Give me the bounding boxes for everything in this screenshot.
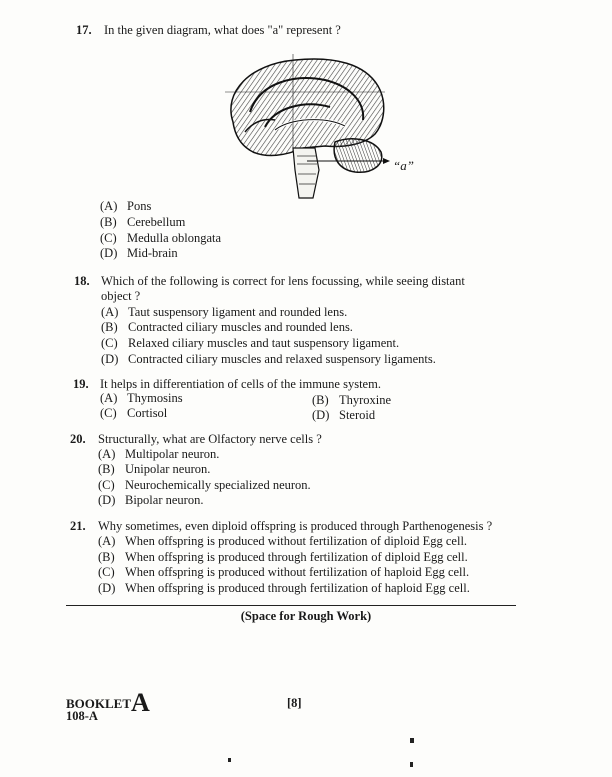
q17-text: In the given diagram, what does "a" represent ? xyxy=(104,23,341,37)
q19-number: 19. xyxy=(73,377,89,391)
section-divider xyxy=(66,605,516,606)
print-mark xyxy=(410,762,413,767)
rough-work-label: (Space for Rough Work) xyxy=(240,609,372,623)
q21-option-b: (B) When offspring is produced through fertilization of diploid Egg cell. xyxy=(98,550,468,564)
q19-option-c: (C) Cortisol xyxy=(100,406,168,420)
q18-option-c: (C) Relaxed ciliary muscles and taut suspensory ligament. xyxy=(101,336,400,350)
q18-option-d: (D) Contracted ciliary muscles and relaxed suspensory ligaments. xyxy=(101,352,436,366)
print-mark xyxy=(410,738,414,743)
q21-number: 21. xyxy=(70,519,86,533)
q20-option-c: (C) Neurochemically specialized neuron. xyxy=(98,478,311,492)
q21-text: Why sometimes, even diploid offspring is produced through Parthenogenesis ? xyxy=(98,519,493,533)
q19-option-d: (D) Steroid xyxy=(312,408,376,422)
q17-number: 17. xyxy=(76,23,92,37)
label-a: “a” xyxy=(393,158,414,173)
q18-text-line2: object ? xyxy=(101,289,141,303)
page-number: [8] xyxy=(287,696,302,710)
print-mark xyxy=(228,758,231,762)
q20-number: 20. xyxy=(70,432,86,446)
q19-text: It helps in differentiation of cells of the immune system. xyxy=(100,377,381,391)
q18-number: 18. xyxy=(74,274,90,288)
q18-option-b: (B) Contracted ciliary muscles and rounded lens. xyxy=(101,320,353,334)
q18-text-line1: Which of the following is correct for lens focussing, while seeing distant xyxy=(101,274,465,288)
cerebellum xyxy=(334,139,382,172)
q20-text: Structurally, what are Olfactory nerve cells ? xyxy=(98,432,322,446)
q21-option-a: (A) When offspring is produced without fertilization of diploid Egg cell. xyxy=(98,534,468,548)
q21-option-c: (C) When offspring is produced without fertilization of haploid Egg cell. xyxy=(98,565,470,579)
brain-stem xyxy=(293,148,319,198)
q20-option-a: (A) Multipolar neuron. xyxy=(98,447,220,461)
q18-option-a: (A) Taut suspensory ligament and rounded lens. xyxy=(101,305,348,319)
q20-option-d: (D) Bipolar neuron. xyxy=(98,493,204,507)
q19-option-b: (B) Thyroxine xyxy=(312,393,392,407)
q17-option-a: (A) Pons xyxy=(100,199,152,213)
q17-option-d: (D) Mid-brain xyxy=(100,246,178,260)
q19-option-a: (A) Thymosins xyxy=(100,391,183,405)
q21-option-d: (D) When offspring is produced through fertilization of haploid Egg cell. xyxy=(98,581,470,595)
q20-option-b: (B) Unipolar neuron. xyxy=(98,462,211,476)
brain-diagram xyxy=(215,52,425,202)
booklet-label: BOOKLETA xyxy=(66,688,150,717)
q17-option-b: (B) Cerebellum xyxy=(100,215,186,229)
booklet-code: 108-A xyxy=(66,709,98,723)
q17-option-c: (C) Medulla oblongata xyxy=(100,231,222,245)
